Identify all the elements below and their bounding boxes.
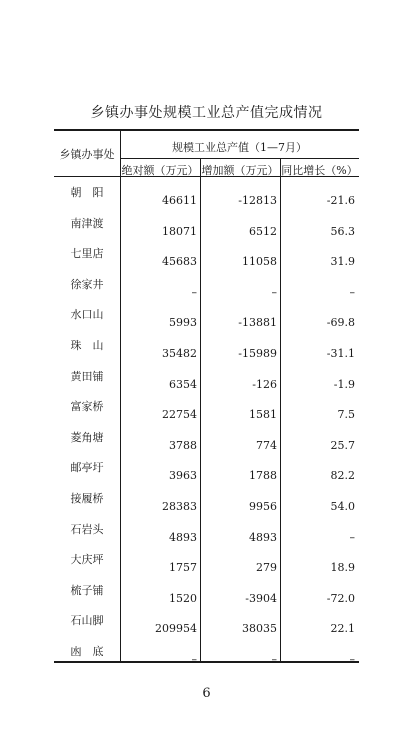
value-growth: 18.9 [330,561,355,575]
value-absolute: – [191,653,197,666]
value-absolute: 1520 [169,591,197,605]
column-header-absolute: 绝对额（万元） [121,164,199,177]
value-increase: -13881 [238,316,277,330]
value-growth: 31.9 [330,255,355,269]
row-label: 朝 阳 [70,186,104,199]
value-growth: 82.2 [330,469,355,483]
value-growth: 25.7 [330,438,355,452]
value-absolute: 35482 [162,347,197,360]
page-title: 乡镇办事处规模工业总产值完成情况 [90,105,323,121]
value-absolute: 209954 [155,622,197,636]
value-absolute: 3788 [169,438,197,452]
value-increase: 11058 [242,255,277,269]
value-growth: -21.6 [326,194,355,207]
value-growth: -72.0 [326,591,355,605]
value-increase: – [271,285,277,299]
group-header-rule [120,158,359,159]
row-label: 南津渡 [70,216,104,230]
value-absolute: 5993 [169,316,197,330]
value-growth: 56.3 [330,224,355,238]
row-label: 石岩头 [70,522,104,536]
value-growth: 7.5 [337,408,355,422]
value-growth: 54.0 [330,500,355,513]
value-growth: – [349,653,355,666]
column-divider [120,129,121,662]
column-divider [280,158,281,662]
value-absolute: – [191,285,197,299]
value-increase: -3904 [245,591,277,605]
column-divider [200,158,201,662]
value-absolute: 18071 [162,224,197,238]
value-absolute: 28383 [162,500,197,513]
row-label: 接履桥 [70,492,104,505]
row-label: 珠 山 [70,339,104,352]
value-increase: -12813 [238,194,277,207]
row-label: 徐家井 [70,277,104,291]
value-increase: 774 [256,438,277,452]
row-label: 水口山 [70,308,104,322]
value-absolute: 4893 [169,530,197,544]
value-absolute: 45683 [162,255,197,269]
value-growth: -69.8 [326,316,355,330]
value-increase: 1788 [249,469,277,483]
row-label: 梳子铺 [70,583,104,597]
row-label: 黄田铺 [70,369,104,383]
value-increase: 38035 [242,622,277,636]
value-increase: – [271,653,277,666]
table-top-rule [54,129,359,131]
value-growth: 22.1 [330,622,355,636]
value-increase: 1581 [249,408,277,422]
value-absolute: 1757 [169,561,197,575]
row-label: 富家桥 [70,400,104,414]
row-label: 邮亭圩 [70,461,104,475]
row-label: 菱角塘 [70,430,104,444]
value-increase: 4893 [249,530,277,544]
row-label: 凼 底 [70,645,104,658]
group-header: 规模工业总产值（1—7月） [172,141,307,154]
column-header-growth: 同比增长（%） [281,164,358,177]
value-absolute: 46611 [162,194,197,207]
value-increase: 9956 [249,500,277,513]
value-growth: -31.1 [326,347,355,360]
value-increase: 6512 [249,224,277,238]
page-number: 6 [202,686,211,701]
value-growth: -1.9 [333,377,355,391]
value-absolute: 22754 [162,408,197,422]
value-absolute: 3963 [169,469,197,483]
row-header: 乡镇办事处 [59,148,115,161]
row-label: 石山脚 [70,614,104,628]
value-absolute: 6354 [169,377,197,391]
value-growth: – [349,530,355,544]
value-increase: 279 [256,561,277,575]
column-header-increase: 增加额（万元） [201,164,279,177]
value-growth: – [349,285,355,299]
value-increase: -15989 [238,347,277,360]
row-label: 大庆坪 [70,553,104,567]
row-label: 七里店 [70,247,104,261]
value-increase: -126 [252,377,277,391]
